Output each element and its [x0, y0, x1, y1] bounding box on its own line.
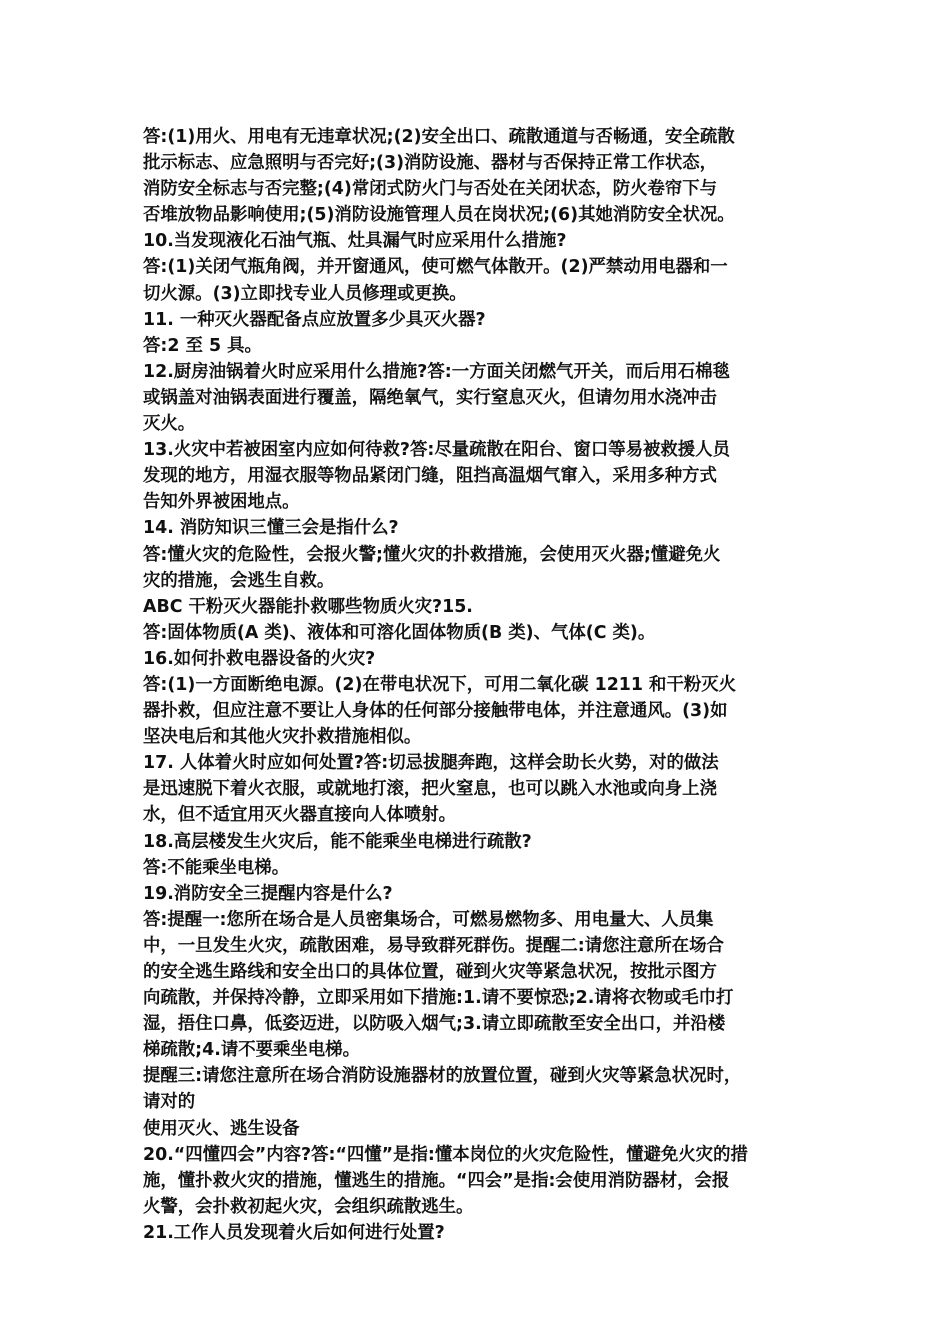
text-line: 告知外界被困地点。 — [143, 492, 300, 513]
text-line: 答:不能乘坐电梯。 — [143, 857, 290, 878]
text-line: 请对的 — [143, 1092, 196, 1113]
text-line: 11. 一种灭火器配备点应放置多少具灭火器? — [143, 309, 486, 330]
text-line: 火警，会扑救初起火灾，会组织疏散逃生。 — [143, 1196, 474, 1217]
text-line: 批示标志、应急照明与否完好;(3)消防设施、器材与否保持正常工作状态， — [143, 153, 718, 174]
text-line: 施，懂扑救火灾的措施，懂逃生的措施。“四会”是指:会使用消防器材，会报 — [143, 1170, 730, 1191]
text-line: 17. 人体着火时应如何处置?答:切忌拔腿奔跑，这样会助长火势，对的做法 — [143, 753, 719, 774]
text-line: 10.当发现液化石油气瓶、灶具漏气时应采用什么措施? — [143, 231, 567, 252]
text-line: 答:(1)用火、用电有无违章状况;(2)安全出口、疏散通道与否畅通，安全疏散 — [143, 127, 735, 147]
text-line: ABC 干粉灭火器能扑救哪些物质火灾?15. — [143, 596, 473, 617]
text-line: 是迅速脱下着火衣服，或就地打滚，把火窒息，也可以跳入水池或向身上浇 — [143, 779, 717, 800]
document-body — [143, 124, 823, 1246]
text-line: 13.火灾中若被困室内应如何待救?答:尽量疏散在阳台、窗口等易被救援人员 — [143, 440, 730, 461]
text-line: 答:(1)一方面断绝电源。(2)在带电状况下，可用二氧化碳 1211 和干粉灭火 — [143, 674, 737, 695]
text-line: 的安全逃生路线和安全出口的具体位置，碰到火灾等紧急状况，按批示图方 — [143, 962, 717, 982]
text-line: 18.高层楼发生火灾后，能不能乘坐电梯进行疏散? — [143, 831, 532, 852]
text-line: 灭火。 — [143, 414, 196, 435]
text-line: 答:(1)关闭气瓶角阀，并开窗通风，使可燃气体散开。(2)严禁动用电器和一 — [143, 257, 728, 278]
text-line: 12.厨房油锅着火时应采用什么措施?答:一方面关闭燃气开关，而后用石棉毯 — [143, 361, 730, 382]
text-line: 向疏散，并保持冷静，立即采用如下措施:1.请不要惊恐;2.请将衣物或毛巾打 — [143, 988, 734, 1009]
text-line: 否堆放物品影响使用;(5)消防设施管理人员在岗状况;(6)其她消防安全状况。 — [143, 205, 735, 226]
text-line: 21.工作人员发现着火后如何进行处置? — [143, 1222, 445, 1243]
text-line: 水，但不适宜用灭火器直接向人体喷射。 — [143, 805, 457, 826]
text-line: 梯疏散;4.请不要乘坐电梯。 — [143, 1040, 360, 1061]
text-line: 答:提醒一:您所在场合是人员密集场合，可燃易燃物多、用电量大、人员集 — [143, 909, 714, 930]
text-line: 或锅盖对油锅表面进行覆盖，隔绝氧气，实行窒息灭火，但请勿用水浇冲击 — [143, 387, 717, 408]
text-line: 发现的地方，用湿衣服等物品紧闭门缝，阻挡高温烟气窜入，采用多种方式 — [143, 466, 717, 487]
text-line: 湿，捂住口鼻，低姿迈进，以防吸入烟气;3.请立即疏散至安全出口，并沿楼 — [143, 1014, 726, 1035]
text-line: 切火源。(3)立即找专业人员修理或更换。 — [143, 283, 467, 304]
text-line: 中，一旦发生火灾，疏散困难，易导致群死群伤。提醒二:请您注意所在场合 — [143, 935, 724, 956]
text-line: 使用灭火、逃生设备 — [143, 1118, 300, 1139]
text-line: 20.“四懂四会”内容?答:“四懂”是指:懂本岗位的火灾危险性，懂避免火灾的措 — [143, 1144, 748, 1165]
text-line: 答:固体物质(A 类)、液体和可溶化固体物质(B 类)、气体(C 类)。 — [143, 622, 656, 643]
text-line: 答:2 至 5 具。 — [143, 335, 262, 356]
text-line: 灾的措施，会逃生自救。 — [143, 570, 335, 591]
text-line: 16.如何扑救电器设备的火灾? — [143, 648, 376, 669]
text-line: 消防安全标志与否完整;(4)常闭式防火门与否处在关闭状态，防火卷帘下与 — [143, 179, 718, 200]
text-line: 坚决电后和其他火灾扑救措施相似。 — [143, 727, 422, 748]
text-line: 器扑救，但应注意不要让人身体的任何部分接触带电体，并注意通风。(3)如 — [143, 701, 728, 722]
text-line: 14. 消防知识三懂三会是指什么? — [143, 518, 399, 539]
text-line: 提醒三:请您注意所在场合消防设施器材的放置位置，碰到火灾等紧急状况时， — [143, 1066, 742, 1087]
text-line: 19.消防安全三提醒内容是什么? — [143, 883, 393, 904]
text-line: 答:懂火灾的危险性，会报火警;懂火灾的扑救措施，会使用灭火器;懂避免火 — [143, 544, 721, 565]
